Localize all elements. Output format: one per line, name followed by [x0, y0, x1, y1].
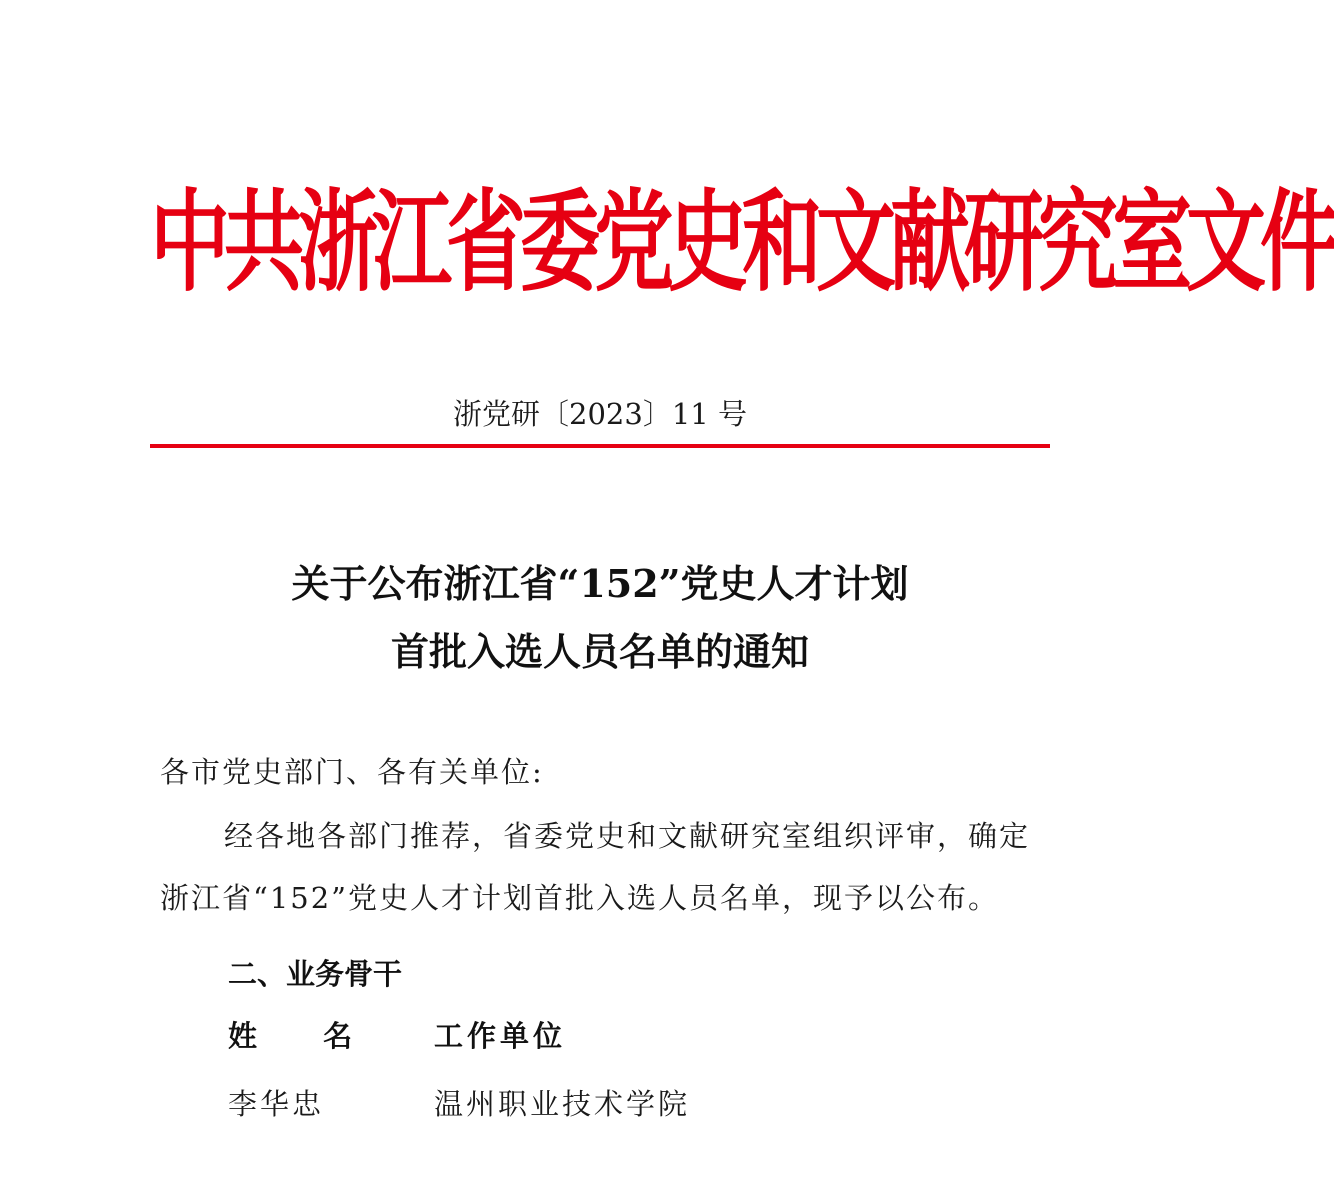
- paragraph-line-2: 浙江省“152”党史人才计划首批入选人员名单，现予以公布。: [160, 881, 1000, 915]
- issuer-header-title: 中共浙江省委党史和文献研究室文件: [150, 178, 1334, 307]
- salutation: 各市党史部门、各有关单位:: [160, 755, 544, 789]
- document-number: 浙党研〔2023〕11 号: [453, 397, 747, 431]
- paragraph-line-1: 经各地各部门推荐，省委党史和文献研究室组织评审，确定: [224, 819, 1031, 853]
- red-divider-line: [150, 444, 1050, 448]
- list-item-unit: 温州职业技术学院: [434, 1087, 691, 1121]
- notice-title-line-2: 首批入选人员名单的通知: [390, 629, 809, 674]
- column-header-name: 姓 名: [228, 1019, 381, 1053]
- notice-title-line-1: 关于公布浙江省“152”党史人才计划: [291, 561, 909, 606]
- column-header-unit: 工作单位: [434, 1019, 567, 1053]
- list-item-name: 李华忠: [228, 1087, 325, 1121]
- section-heading: 二、业务骨干: [228, 957, 403, 991]
